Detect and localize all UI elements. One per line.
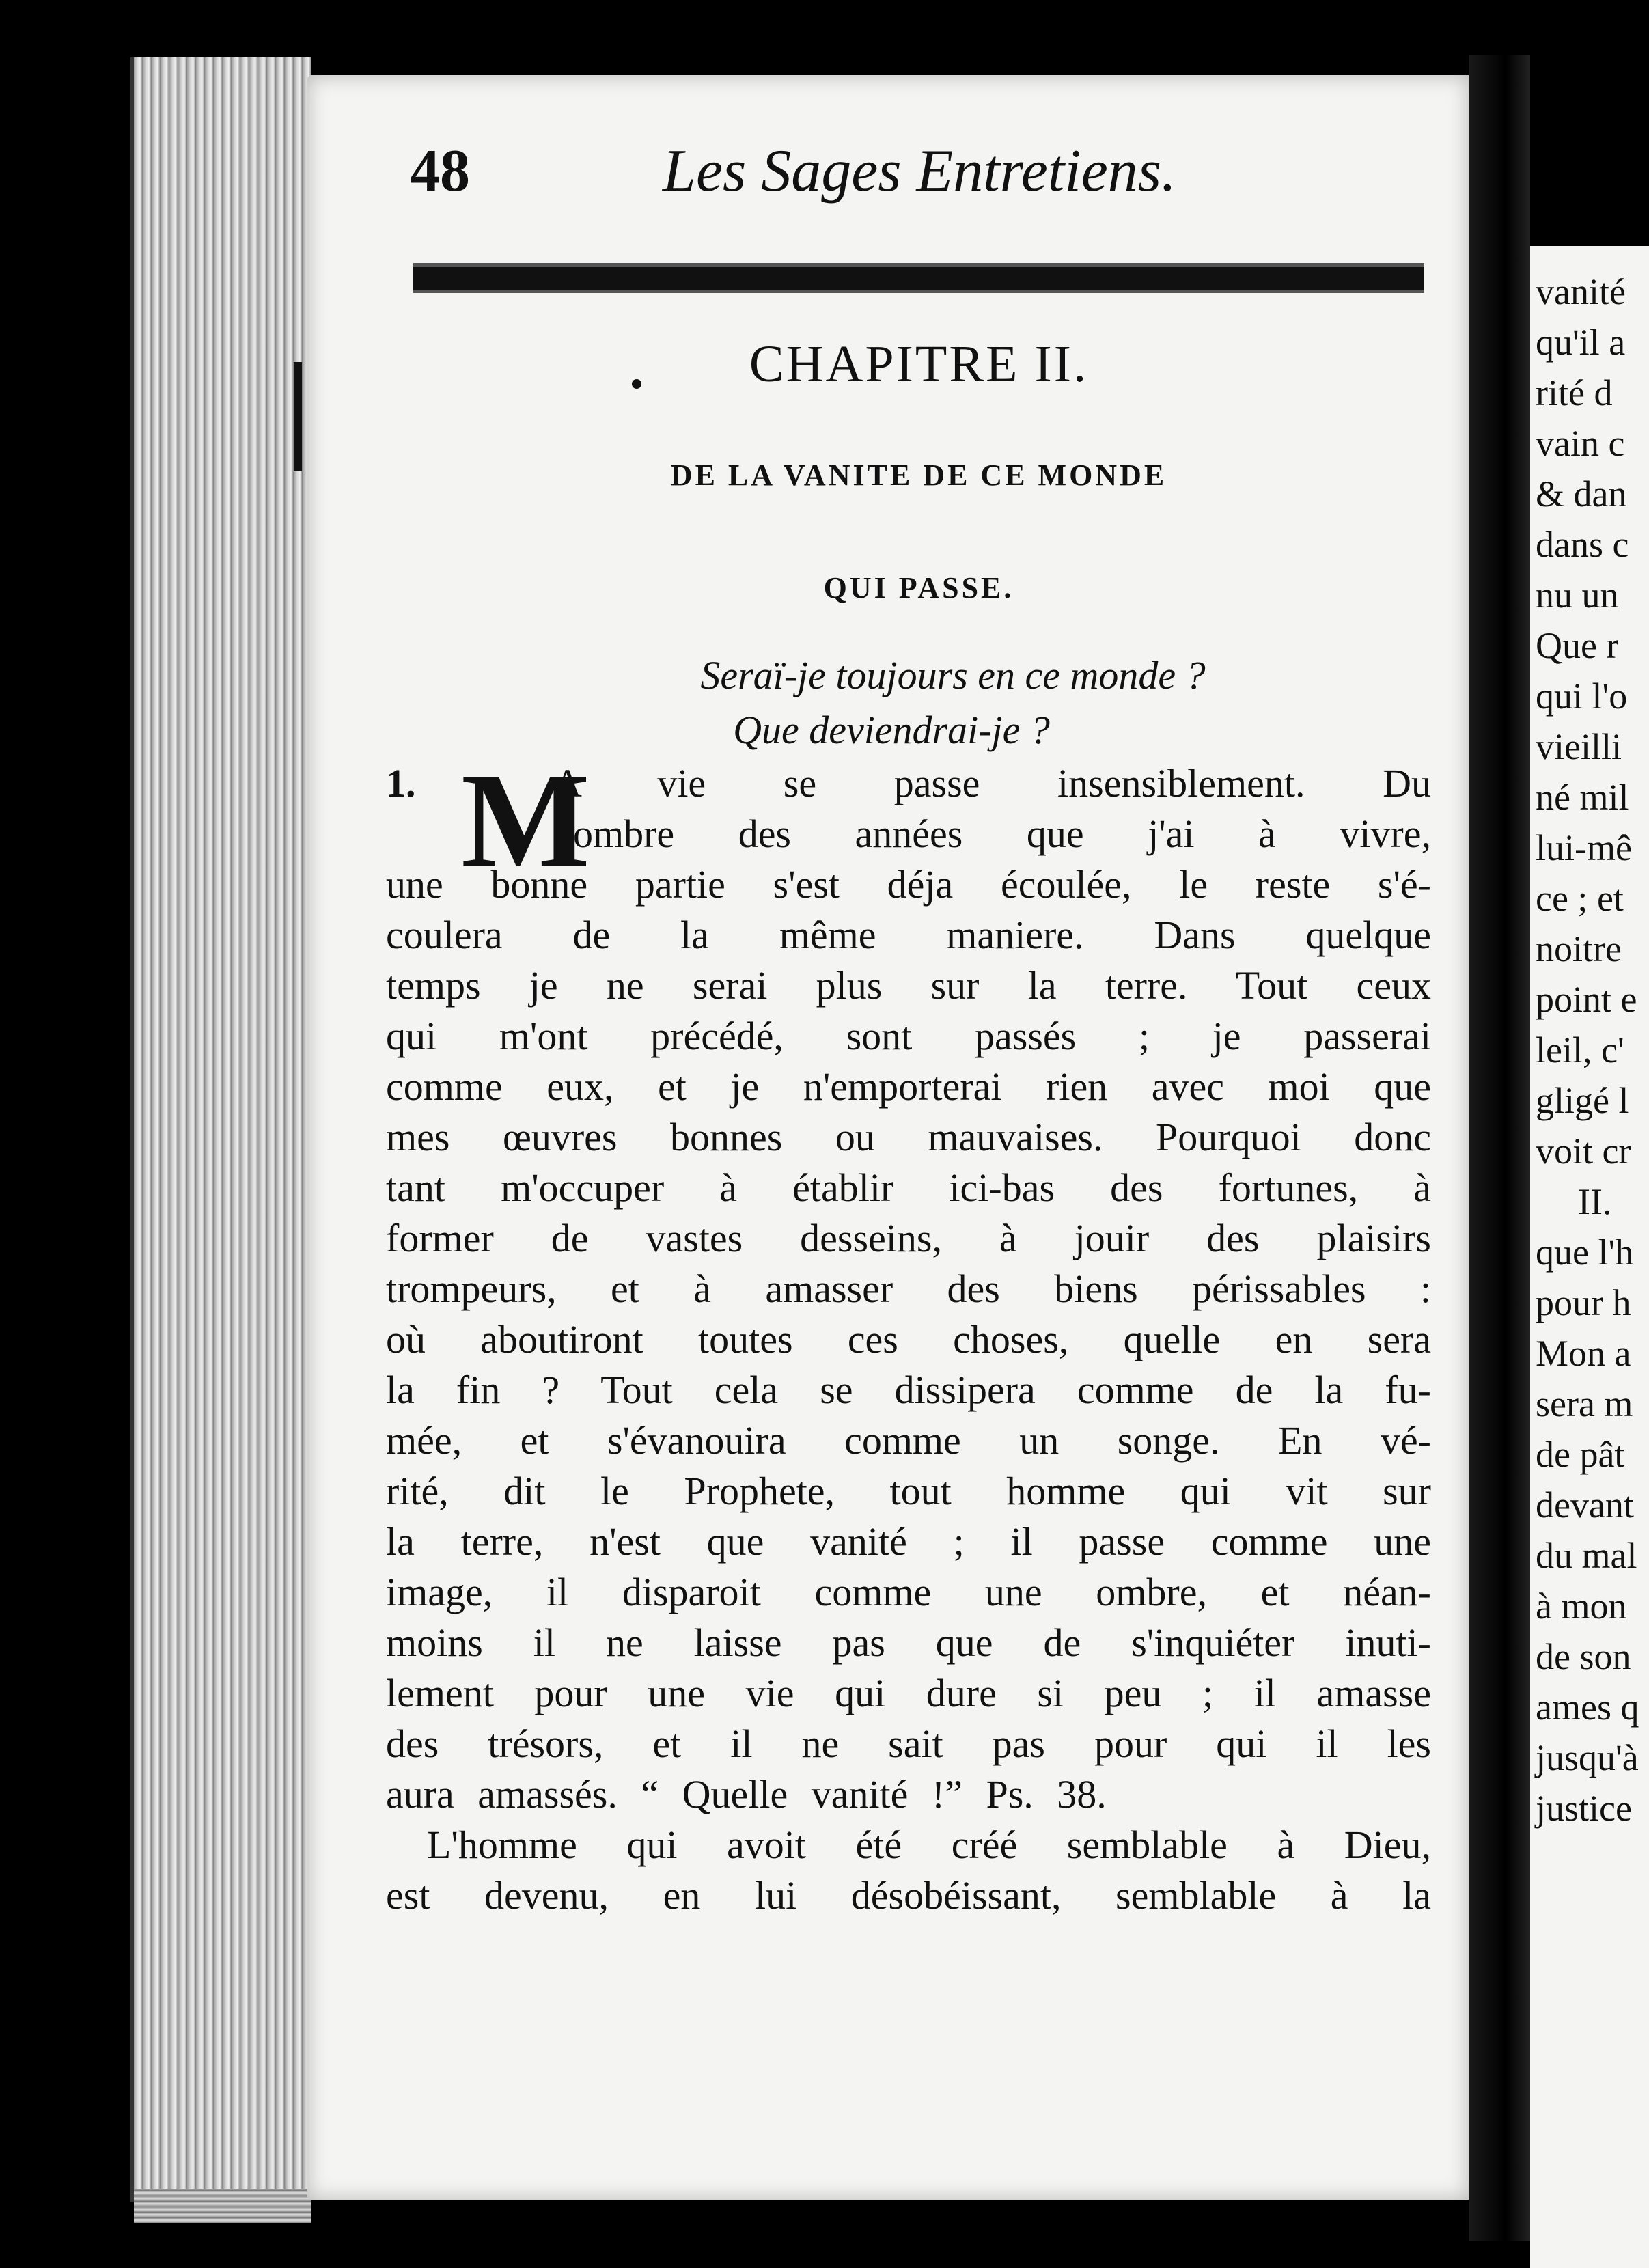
text-line: lement pour une vie qui dure si peu ; il amasse <box>386 1671 1431 1715</box>
scan-background-left <box>0 0 130 2268</box>
book-gutter <box>1469 55 1530 2241</box>
facing-line: lui-mê <box>1536 827 1632 868</box>
text-line: trompeurs, et à amasser des biens périssables : <box>386 1267 1431 1311</box>
facing-page <box>1530 246 1649 2268</box>
facing-line: vain c <box>1536 423 1625 464</box>
running-title: Les Sages Entretiens. <box>663 138 1176 204</box>
facing-line: de son <box>1536 1636 1631 1677</box>
facing-line: sera m <box>1536 1383 1633 1424</box>
facing-line: Que r <box>1536 625 1619 666</box>
facing-page-text <box>1530 266 1639 1834</box>
text-line: est devenu, en lui désobéissant, semblable à la <box>386 1873 1431 1918</box>
facing-line: vieilli <box>1536 726 1622 767</box>
text-line: moins il ne laisse pas que de s'inquiéter inuti- <box>386 1620 1431 1665</box>
page-number: 48 <box>410 138 470 204</box>
facing-line: nu un <box>1536 575 1619 616</box>
text-line: image, il disparoit comme une ombre, et néan- <box>386 1570 1431 1614</box>
text-line: aura amassés. “ Quelle vanité !” Ps. 38. <box>386 1772 1107 1816</box>
facing-line: que l'h <box>1536 1232 1634 1273</box>
text-line-content: A vie se passe insensiblement. Du <box>553 761 1431 805</box>
facing-line: vanité <box>1536 271 1626 312</box>
epigraph-line1: Seraï-je toujours en ce monde ? <box>700 653 1206 697</box>
facing-line: ce ; et <box>1536 878 1624 919</box>
facing-line: à mon <box>1536 1586 1627 1627</box>
facing-line: qui l'o <box>1536 676 1628 717</box>
text-line: tant m'occuper à établir ici-bas des fortunes, à <box>386 1165 1431 1210</box>
facing-line: gligé l <box>1536 1080 1629 1121</box>
text-line: former de vastes desseins, à jouir des plaisirs <box>386 1216 1431 1260</box>
text-line: coulera de la même maniere. Dans quelque <box>386 913 1431 957</box>
paragraph-number: 1. <box>386 761 416 805</box>
facing-line: devant <box>1536 1484 1634 1525</box>
text-line: mes œuvres bonnes ou mauvaises. Pourquoi donc <box>386 1115 1431 1159</box>
text-line: nombre des années que j'ai à vivre, <box>553 812 1431 856</box>
facing-line: de pât <box>1536 1434 1625 1475</box>
text-line: où aboutiront toutes ces choses, quelle en sera <box>386 1317 1431 1361</box>
chapter-subtitle-line1: DE LA VANITE DE CE MONDE <box>670 458 1167 492</box>
facing-line: II. <box>1578 1181 1612 1222</box>
facing-line: ames q <box>1536 1687 1639 1728</box>
epigraph-line2: Que deviendrai-je ? <box>733 708 1050 752</box>
text-line: comme eux, et je n'emporterai rien avec moi que <box>386 1064 1431 1109</box>
text-line: la terre, n'est que vanité ; il passe comme une <box>386 1519 1431 1564</box>
text-line: mée, et s'évanouira comme un songe. En vé- <box>386 1418 1431 1463</box>
facing-line: dans c <box>1536 524 1629 565</box>
drop-cap: M <box>461 745 590 896</box>
running-head <box>410 137 1312 212</box>
text-line: rité, dit le Prophete, tout homme qui vit sur <box>386 1469 1431 1513</box>
facing-line: jusqu'à <box>1536 1737 1639 1778</box>
margin-mark <box>294 362 302 471</box>
facing-line: rité d <box>1536 372 1613 413</box>
facing-line: point e <box>1536 979 1637 1020</box>
chapter-heading: CHAPITRE II. <box>749 335 1089 393</box>
facing-line: justice <box>1536 1788 1632 1829</box>
text-line: temps je ne serai plus sur la terre. Tout ceux <box>386 963 1431 1008</box>
facing-line: noitre <box>1536 928 1622 969</box>
body-text <box>386 745 1431 1921</box>
facing-line: qu'il a <box>1536 322 1626 363</box>
facing-line: du mal <box>1536 1535 1637 1576</box>
facing-line: né mil <box>1536 777 1629 818</box>
facing-line: leil, c' <box>1536 1029 1624 1070</box>
facing-line: voit cr <box>1536 1131 1631 1172</box>
text-line: des trésors, et il ne sait pas pour qui il les <box>386 1721 1431 1766</box>
ornamental-rule <box>413 263 1424 293</box>
chapter-subtitle-line2: QUI PASSE. <box>823 571 1014 605</box>
text-line: une bonne partie s'est déja écoulée, le reste s'é- <box>386 862 1431 907</box>
text-line: qui m'ont précédé, sont passés ; je passerai <box>386 1014 1431 1058</box>
text-line: la fin ? Tout cela se dissipera comme de la fu- <box>386 1368 1431 1412</box>
facing-line: & dan <box>1536 473 1627 514</box>
text-line: L'homme qui avoit été créé semblable à Dieu, <box>427 1823 1431 1867</box>
facing-line: Mon a <box>1536 1333 1631 1374</box>
facing-line: pour h <box>1536 1282 1631 1323</box>
book-page-edges <box>130 57 311 2202</box>
